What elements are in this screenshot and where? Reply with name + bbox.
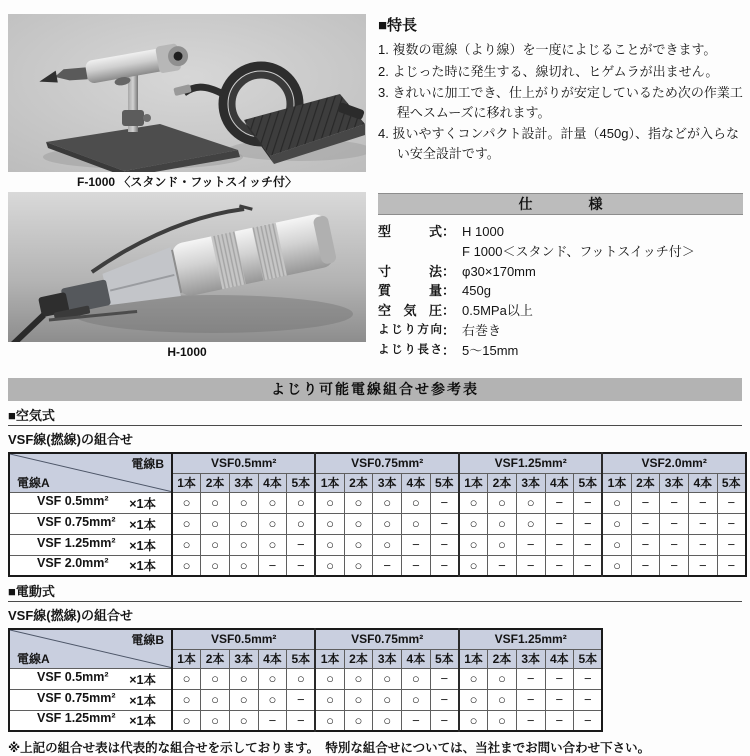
combination-cell: ○	[172, 710, 201, 731]
feature-item-3: 3. きれいに加工でき、仕上がりが安定しているため次の作業工程へスムーズに移れます。	[378, 85, 743, 120]
features-title: ■特長	[378, 17, 418, 34]
wire-a-size: VSF 0.5mm²	[37, 669, 109, 684]
combination-cell: ○	[602, 555, 631, 576]
combination-cell: −	[545, 492, 574, 513]
combination-cell: −	[516, 555, 545, 576]
spec-row-3	[378, 281, 743, 301]
pneumatic-corner-cell	[9, 453, 172, 492]
features-list	[378, 40, 743, 163]
combination-cell: −	[516, 710, 545, 731]
electric-count-header: 1本	[459, 649, 488, 668]
wire-a-size: VSF 2.0mm²	[37, 556, 109, 571]
combination-cell: ○	[258, 668, 287, 689]
electric-count-header: 2本	[344, 649, 373, 668]
pneumatic-table-row-1	[9, 492, 746, 513]
pneumatic-count-header: 2本	[631, 473, 660, 492]
pneumatic-combination-table	[8, 452, 747, 577]
combination-cell: −	[631, 492, 660, 513]
combination-cell: −	[545, 668, 574, 689]
combination-cell: ○	[315, 710, 344, 731]
combination-cell: −	[631, 513, 660, 534]
pneumatic-table-row-3	[9, 534, 746, 555]
combination-cell: −	[631, 534, 660, 555]
combination-cell: −	[488, 555, 517, 576]
specs-header: 仕 様	[378, 193, 743, 215]
pneumatic-section	[0, 401, 750, 577]
electric-corner-cell	[9, 629, 172, 668]
pneumatic-section-title: ■空気式	[8, 401, 742, 426]
combination-cell: −	[660, 513, 689, 534]
combination-cell: ○	[344, 492, 373, 513]
wire-a-quantity: ×1本	[129, 714, 156, 729]
spec-value-line: 右巻き	[462, 322, 502, 338]
spec-rows	[378, 215, 743, 360]
f1000-photo	[8, 14, 366, 172]
combination-cell: −	[430, 534, 459, 555]
feature-item-4: 4. 扱いやすくコンパクト設計。計量（450g）、指などが入らない安全設計です。	[378, 126, 739, 161]
combination-cell: ○	[201, 689, 230, 710]
electric-row-label	[9, 668, 172, 689]
spec-value	[462, 321, 501, 341]
pneumatic-count-header: 1本	[172, 473, 201, 492]
combination-cell: ○	[258, 513, 287, 534]
electric-count-header: 2本	[201, 649, 230, 668]
pneumatic-count-header: 5本	[287, 473, 316, 492]
electric-group-header: VSF0.5mm²	[172, 629, 315, 649]
spec-row-5	[378, 321, 743, 341]
specs-section	[378, 193, 743, 360]
combination-cell: ○	[344, 513, 373, 534]
electric-row-label	[9, 689, 172, 710]
combination-cell: ○	[602, 534, 631, 555]
combination-cell: ○	[315, 689, 344, 710]
combination-cell: ○	[172, 534, 201, 555]
combination-cell: ○	[172, 492, 201, 513]
h1000-caption: H-1000	[167, 345, 207, 359]
combination-cell: ○	[229, 689, 258, 710]
spec-value	[462, 222, 695, 262]
combination-cell: ○	[402, 668, 431, 689]
pneumatic-count-header: 5本	[717, 473, 746, 492]
pneumatic-row-label	[9, 492, 172, 513]
feature-item-2: 2. よじった時に発生する、線切れ、ヒゲムラが出ません。	[378, 63, 719, 79]
combination-cell: ○	[201, 492, 230, 513]
combination-cell: ○	[258, 492, 287, 513]
combination-cell: −	[430, 668, 459, 689]
combination-cell: −	[688, 555, 717, 576]
spec-colon: ：	[442, 322, 456, 338]
pneumatic-count-header: 1本	[602, 473, 631, 492]
combination-cell: −	[373, 555, 402, 576]
electric-count-header: 4本	[402, 649, 431, 668]
electric-count-header: 3本	[516, 649, 545, 668]
row-label-inner	[10, 556, 171, 574]
wire-a-size: VSF 0.5mm²	[37, 493, 109, 508]
combination-cell: ○	[229, 555, 258, 576]
features-section	[378, 14, 743, 163]
combination-cell: ○	[602, 492, 631, 513]
combination-cell: −	[516, 668, 545, 689]
combination-cell: −	[287, 710, 316, 731]
combination-cell: ○	[488, 513, 517, 534]
electric-table-row-1	[9, 668, 602, 689]
pneumatic-group-header: VSF0.75mm²	[315, 453, 458, 473]
pneumatic-count-header: 4本	[688, 473, 717, 492]
combination-cell: ○	[201, 668, 230, 689]
combination-cell: ○	[344, 534, 373, 555]
combination-cell: −	[402, 555, 431, 576]
spec-colon: ：	[442, 303, 456, 318]
spec-value	[462, 281, 491, 301]
combination-cell: ○	[373, 710, 402, 731]
f1000-caption: F-1000 〈スタンド・フットスイッチ付〉	[77, 175, 297, 189]
electric-count-header: 3本	[229, 649, 258, 668]
spec-row-6	[378, 341, 743, 361]
h1000-photo	[8, 192, 366, 342]
spec-colon: ：	[442, 342, 456, 358]
wire-a-size: VSF 1.25mm²	[37, 711, 116, 726]
combination-cell: ○	[459, 513, 488, 534]
wire-b-label: 電線B	[131, 457, 164, 471]
combination-cell: −	[287, 689, 316, 710]
combination-cell: −	[258, 555, 287, 576]
combination-cell: ○	[488, 534, 517, 555]
spec-colon: ：	[442, 224, 456, 239]
combination-cell: ○	[344, 555, 373, 576]
wire-a-quantity: ×1本	[129, 559, 156, 574]
spec-value-line: φ30×170mm	[462, 263, 536, 279]
combination-cell: ○	[459, 710, 488, 731]
spec-row-1	[378, 222, 743, 262]
electric-group-header: VSF0.75mm²	[315, 629, 458, 649]
combination-cell: ○	[373, 689, 402, 710]
electric-table-row-2	[9, 689, 602, 710]
electric-count-header: 5本	[430, 649, 459, 668]
pneumatic-group-header: VSF2.0mm²	[602, 453, 745, 473]
electric-table-row-3	[9, 710, 602, 731]
combination-cell: −	[717, 492, 746, 513]
combination-cell: ○	[258, 689, 287, 710]
combination-cell: ○	[287, 513, 316, 534]
top-section	[0, 0, 750, 362]
electric-count-header: 4本	[545, 649, 574, 668]
pneumatic-table-host	[8, 452, 742, 577]
combination-cell: −	[430, 555, 459, 576]
spec-value-line: F 1000＜スタンド、フットスイッチ付＞	[462, 243, 695, 259]
spec-label: 型式	[378, 224, 442, 239]
pneumatic-count-header: 5本	[574, 473, 603, 492]
pneumatic-count-header: 1本	[315, 473, 344, 492]
combination-cell: ○	[602, 513, 631, 534]
wire-a-label: 電線A	[17, 651, 50, 666]
f1000-photo-illustration	[8, 14, 366, 172]
combination-cell: −	[574, 492, 603, 513]
electric-group-header: VSF1.25mm²	[459, 629, 602, 649]
combination-cell: ○	[459, 668, 488, 689]
wire-a-size: VSF 1.25mm²	[37, 535, 116, 550]
combination-cell: ○	[315, 513, 344, 534]
spec-value-line: H 1000	[462, 224, 504, 239]
combination-cell: ○	[459, 555, 488, 576]
pneumatic-row-label	[9, 555, 172, 576]
electric-table-subtitle: VSF線(撚線)の組合せ	[8, 608, 133, 623]
electric-count-header: 5本	[574, 649, 603, 668]
combination-cell: ○	[201, 534, 230, 555]
combination-cell: −	[545, 689, 574, 710]
combination-cell: −	[258, 710, 287, 731]
combination-cell: ○	[516, 492, 545, 513]
combination-cell: −	[430, 492, 459, 513]
spec-value-line: 0.5MPa以上	[462, 303, 533, 318]
pneumatic-count-header: 3本	[660, 473, 689, 492]
combination-cell: ○	[229, 668, 258, 689]
combination-cell: ○	[373, 534, 402, 555]
spec-value-line: 450g	[462, 283, 491, 299]
combination-cell: −	[574, 710, 603, 731]
combination-cell: ○	[229, 534, 258, 555]
combination-cell: ○	[488, 689, 517, 710]
combination-cell: −	[545, 534, 574, 555]
spec-label: よじり長さ	[378, 343, 442, 356]
combination-cell: ○	[344, 710, 373, 731]
row-label-inner	[10, 536, 171, 554]
combination-cell: −	[717, 534, 746, 555]
info-column	[378, 14, 745, 362]
combination-cell: −	[516, 534, 545, 555]
combination-cell: −	[402, 710, 431, 731]
wire-a-quantity: ×1本	[129, 693, 156, 708]
pneumatic-count-header: 3本	[229, 473, 258, 492]
electric-count-header: 1本	[172, 649, 201, 668]
combination-cell: −	[430, 689, 459, 710]
combination-cell: ○	[459, 534, 488, 555]
spec-value	[462, 341, 518, 361]
pneumatic-count-header: 4本	[258, 473, 287, 492]
combination-cell: ○	[488, 710, 517, 731]
electric-count-header: 4本	[258, 649, 287, 668]
wire-a-quantity: ×1本	[129, 672, 156, 687]
combination-cell: −	[516, 689, 545, 710]
combination-cell: ○	[229, 710, 258, 731]
combination-cell: ○	[402, 689, 431, 710]
combination-cell: −	[688, 492, 717, 513]
wire-a-quantity: ×1本	[129, 496, 156, 511]
combination-cell: −	[660, 534, 689, 555]
pneumatic-row-label	[9, 534, 172, 555]
spec-value	[462, 262, 536, 282]
combination-cell: −	[287, 555, 316, 576]
wire-b-label: 電線B	[131, 633, 164, 647]
pneumatic-table-row-2	[9, 513, 746, 534]
spec-label: よじり方向	[378, 323, 442, 336]
combination-cell: ○	[172, 689, 201, 710]
pneumatic-group-header: VSF0.5mm²	[172, 453, 315, 473]
combination-cell: −	[660, 492, 689, 513]
pneumatic-count-header: 3本	[516, 473, 545, 492]
spec-colon: ：	[442, 283, 456, 299]
combination-cell: ○	[201, 513, 230, 534]
spec-label: 空気圧	[378, 303, 442, 318]
combination-cell: ○	[201, 555, 230, 576]
wire-a-label: 電線A	[17, 475, 50, 490]
wire-a-size: VSF 0.75mm²	[37, 690, 116, 705]
combination-cell: −	[287, 534, 316, 555]
spec-label: 質量	[378, 283, 442, 299]
feature-item-1: 1. 複数の電線（より線）を一度によじることができます。	[378, 42, 717, 57]
combination-cell: −	[545, 710, 574, 731]
wire-a-quantity: ×1本	[129, 517, 156, 532]
pneumatic-count-header: 3本	[373, 473, 402, 492]
combination-cell: −	[717, 513, 746, 534]
pneumatic-group-header: VSF1.25mm²	[459, 453, 602, 473]
combination-cell: ○	[459, 689, 488, 710]
spec-colon: ：	[442, 263, 456, 279]
combination-cell: ○	[287, 668, 316, 689]
pneumatic-count-header: 5本	[430, 473, 459, 492]
combination-cell: ○	[459, 492, 488, 513]
pneumatic-count-header: 2本	[344, 473, 373, 492]
spec-row-2	[378, 262, 743, 282]
combination-cell: ○	[172, 513, 201, 534]
combination-cell: ○	[344, 668, 373, 689]
pneumatic-count-header: 1本	[459, 473, 488, 492]
combination-cell: ○	[229, 492, 258, 513]
combination-cell: −	[574, 555, 603, 576]
combination-cell: −	[688, 534, 717, 555]
combination-banner: よじり可能電線組合せ参考表	[8, 378, 742, 401]
combination-cell: −	[574, 513, 603, 534]
combination-cell: ○	[172, 555, 201, 576]
combination-cell: −	[574, 689, 603, 710]
combination-cell: −	[430, 513, 459, 534]
pneumatic-table-subtitle: VSF線(撚線)の組合せ	[8, 432, 133, 447]
footer-note: ※上記の組合せ表は代表的な組合せを示しております。 特別な組合せについては、当社までお問い合わせ下さい。	[8, 741, 651, 755]
combination-cell: ○	[258, 534, 287, 555]
combination-cell: ○	[315, 534, 344, 555]
electric-combination-table	[8, 628, 603, 732]
pneumatic-count-header: 4本	[402, 473, 431, 492]
combination-cell: ○	[315, 668, 344, 689]
row-label-inner	[10, 515, 171, 533]
pneumatic-count-header: 4本	[545, 473, 574, 492]
combination-cell: −	[402, 534, 431, 555]
electric-count-header: 1本	[315, 649, 344, 668]
electric-section-title: ■電動式	[8, 577, 742, 602]
combination-cell: −	[717, 555, 746, 576]
pneumatic-row-label	[9, 513, 172, 534]
combination-cell: ○	[373, 492, 402, 513]
combination-cell: −	[688, 513, 717, 534]
combination-cell: −	[574, 668, 603, 689]
combination-cell: ○	[229, 513, 258, 534]
row-label-inner	[10, 711, 171, 729]
spec-value	[462, 301, 533, 321]
combination-cell: ○	[488, 492, 517, 513]
electric-section	[0, 577, 750, 732]
row-label-inner	[10, 670, 171, 688]
pneumatic-table-row-4	[9, 555, 746, 576]
electric-table-host	[8, 628, 742, 732]
combination-cell: ○	[402, 492, 431, 513]
combination-cell: ○	[201, 710, 230, 731]
combination-cell: ○	[373, 513, 402, 534]
combination-cell: ○	[315, 555, 344, 576]
electric-count-header: 2本	[488, 649, 517, 668]
combination-cell: ○	[373, 668, 402, 689]
combination-cell: −	[660, 555, 689, 576]
row-label-inner	[10, 691, 171, 709]
combination-cell: −	[545, 513, 574, 534]
combination-cell: ○	[287, 492, 316, 513]
wire-a-quantity: ×1本	[129, 538, 156, 553]
combination-cell: −	[430, 710, 459, 731]
combination-cell: ○	[344, 689, 373, 710]
combination-cell: −	[574, 534, 603, 555]
combination-cell: −	[545, 555, 574, 576]
pneumatic-count-header: 2本	[488, 473, 517, 492]
pneumatic-count-header: 2本	[201, 473, 230, 492]
combination-cell: ○	[315, 492, 344, 513]
combination-cell: −	[631, 555, 660, 576]
spec-row-4	[378, 301, 743, 321]
electric-row-label	[9, 710, 172, 731]
spec-label: 寸法	[378, 263, 442, 279]
electric-count-header: 3本	[373, 649, 402, 668]
product-photos-column	[8, 14, 366, 362]
row-label-inner	[10, 494, 171, 512]
electric-count-header: 5本	[287, 649, 316, 668]
wire-a-size: VSF 0.75mm²	[37, 514, 116, 529]
combination-cell: ○	[516, 513, 545, 534]
combination-cell: ○	[488, 668, 517, 689]
spec-value-line: 5～15mm	[462, 342, 519, 358]
combination-cell: ○	[172, 668, 201, 689]
h1000-photo-illustration	[8, 192, 366, 342]
combination-cell: ○	[402, 513, 431, 534]
